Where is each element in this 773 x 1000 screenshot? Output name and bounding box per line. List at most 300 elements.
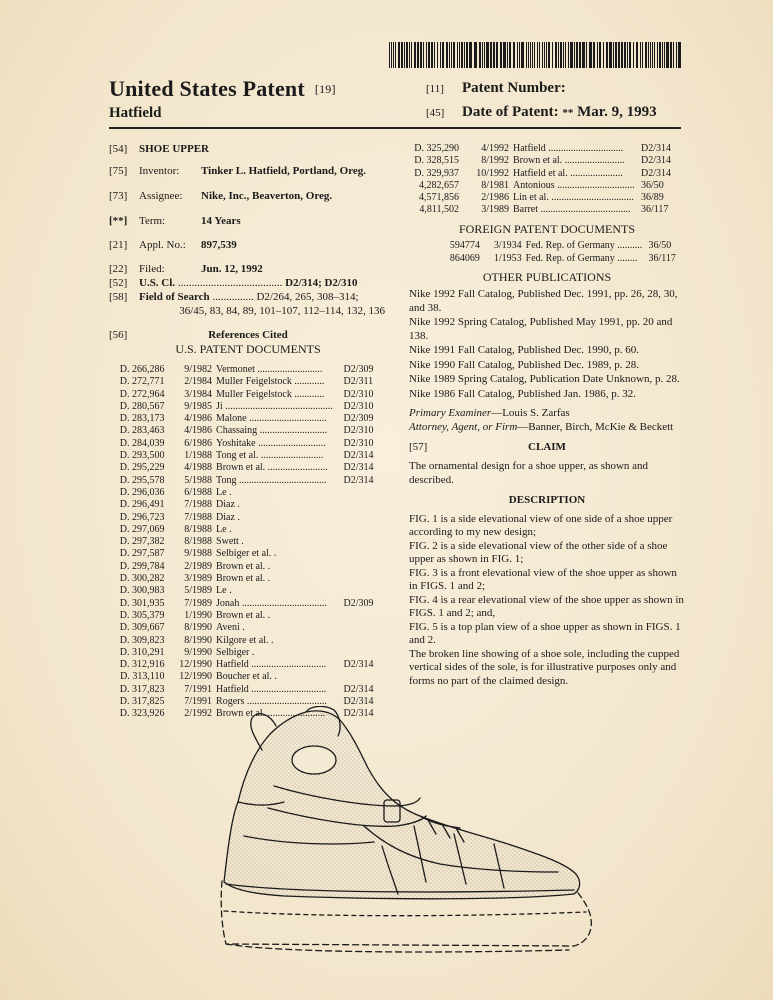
patent-title [109,76,336,102]
patent-class [344,487,387,499]
patent-date: 9/1988 [184,548,213,560]
patent-number: D. 296,036 [119,486,165,498]
right-column [409,143,685,688]
field-refs [109,328,387,342]
barcode-bar [648,42,649,68]
barcode-bar [526,42,527,68]
term-value: 14 Years [201,215,241,227]
patent-number: D. 272,964 [119,388,165,400]
barcode-bar [570,42,573,68]
patent-inventor: Tong ................................... [216,474,327,486]
barcode-bar [657,42,658,68]
field-term [109,214,387,238]
patent-row [109,635,387,647]
patent-number: D. 309,823 [119,634,165,646]
patent-number: D. 328,515 [414,155,459,167]
foreign-patent-row [439,253,685,265]
patent-inventor: Chassaing ........................... [216,425,328,437]
claim-heading-row [409,441,685,456]
patent-inventor: Kilgore et al. . [216,634,274,646]
patent-row [109,610,387,622]
patent-row [109,573,387,585]
patent-inventor: Hatfield et al. ..................... [513,167,623,179]
patent-date: 8/1990 [184,622,213,634]
patent-date: 1/1990 [184,609,213,621]
patent-date: 6/1986 [184,437,213,449]
barcode-bar [517,42,518,68]
patent-row [109,364,387,376]
patent-date: 3/1989 [481,204,509,216]
patent-row [109,524,387,536]
patent-inventor: Brown et al. ....................... [216,708,326,720]
patent-class [344,671,387,683]
barcode-bar [624,42,626,68]
barcode-bar [586,42,587,68]
search-value-2: 36/45, 83, 84, 89, 101–107, 112–114, 132, 136 [179,305,385,317]
publication-item: Nike 1989 Spring Catalog, Publication Date Unknown, p. 28. [409,373,680,386]
primary-examiner [409,407,685,421]
code-52: [52] [109,277,128,289]
barcode-bar [496,42,498,68]
barcode-bar [537,42,538,68]
patent-number: D. 280,567 [119,400,165,412]
foreign-patent-row [439,240,685,252]
description-paragraph: The broken line showing of a shoe sole, including the cupped vertical sides of the sole, is for illustrative purposes only and forms no part of the claimed design. [409,647,680,687]
barcode-bar [453,42,455,68]
patent-class: 36/89 [641,192,664,204]
other-publications [409,288,685,401]
foreign-patents-heading: FOREIGN PATENT DOCUMENTS [458,221,636,236]
barcode-bar [629,42,631,68]
barcode-bar [486,42,489,68]
patent-number: D. 297,587 [119,548,165,560]
barcode-bar [673,42,674,68]
uscl-leader: ...................................... [175,277,286,289]
barcode-bar [633,42,634,68]
patent-date: 4/1986 [184,413,213,425]
barcode-bar [678,42,681,68]
publication-item: Nike 1990 Fall Catalog, Published Dec. 1989, p. 28. [409,358,640,371]
barcode-bar [621,42,623,68]
code-73: [73] [109,190,128,202]
patent-number: D. 293,500 [119,450,165,462]
barcode-bar [401,42,403,68]
patent-class: 36/117 [648,252,676,264]
patent-number: 594774 [449,240,480,252]
patent-row [109,499,387,511]
barcode-bar [652,42,653,68]
patent-inventor: Brown et al. ........................ [216,462,328,474]
description-heading: DESCRIPTION [508,494,586,507]
barcode-bar [650,42,651,68]
patent-number: D. 300,282 [119,573,165,585]
patent-inventor: Jonah .................................. [216,597,327,609]
patent-class: 36/50 [648,240,672,252]
patent-date: 4/1986 [184,425,213,437]
patent-class: D2/314 [343,708,374,720]
foreign-patents-table [439,240,685,265]
patent-class [344,610,387,622]
patent-inventor: Swett . [216,536,244,548]
barcode-bar [519,42,520,68]
barcode-bar [406,42,408,68]
barcode-bar [662,42,663,68]
patent-row [409,143,685,155]
patent-inventor: Brown et al. . [216,560,271,572]
barcode-bar [484,42,485,68]
barcode-bar [426,42,427,68]
shoe-drawing [214,706,598,960]
patent-number: D. 309,667 [119,622,165,634]
barcode-bar [579,42,581,68]
barcode-bar [664,42,665,68]
patent-row [409,192,685,204]
patent-date: 7/1991 [184,683,213,695]
barcode-bar [466,42,468,68]
barcode-bar [431,42,433,68]
uscl-label: U.S. Cl. [139,277,176,289]
patent-date: 1/1988 [184,450,213,462]
patent-date: 2/1986 [481,192,509,204]
patent-class [344,499,387,511]
barcode-bar [640,42,641,68]
header-rule [109,127,681,129]
patent-inventor: Muller Feigelstock ............ [216,376,325,388]
patent-inventor: Hatfield .............................. [216,659,327,671]
patent-inventor: Ji ........................................... [216,400,333,412]
field-inventor [109,164,387,189]
barcode-bar [654,42,655,68]
code-58: [58] [109,291,128,303]
patent-number: D. 295,229 [119,462,165,474]
patent-class [344,536,387,548]
barcode-bar [576,42,578,68]
patent-class: D2/310 [343,425,374,437]
patent-date: 12/1990 [179,671,213,683]
date-label: Date of Patent: [462,104,559,120]
patent-date: 4/1992 [481,143,509,154]
patent-date: 9/1982 [184,364,213,375]
barcode-bar [500,42,502,68]
patent-date: 4/1988 [184,462,213,474]
other-publications-heading: OTHER PUBLICATIONS [482,269,612,284]
patent-class: D2/311 [343,376,374,388]
field-assignee [109,189,387,214]
patent-inventor: Aveni . [216,622,245,634]
barcode-bar [670,42,672,68]
code-22: [22] [109,263,128,275]
patent-row [409,155,685,167]
patent-class [344,647,387,659]
patent-number-label: Patent Number: [462,80,566,96]
code-54: [54] [109,143,128,155]
ankle-panel [292,746,336,774]
patent-inventor: Selbiger . [216,646,255,658]
patent-inventor: Le . [216,486,232,498]
patent-number-code: [11] [426,83,444,95]
date-value: Mar. 9, 1993 [577,104,657,120]
patent-inventor: Selbiger et al. . [216,548,277,560]
patent-date: 2/1989 [184,560,213,572]
us-patent-docs-heading: U.S. PATENT DOCUMENTS [175,342,321,356]
patent-row [109,585,387,597]
patent-class: D2/314 [343,462,374,474]
barcode-bar [606,42,608,68]
description-paragraph: FIG. 5 is a top plan view of a shoe upper as shown in FIGS. 1 and 2. [409,620,681,647]
description-paragraph: FIG. 4 is a rear elevational view of the shoe upper as shown in FIGS. 1 and 2; and, [409,593,684,620]
title-code: [19] [314,82,336,96]
patent-inventor: Muller Feigelstock ............ [216,388,325,400]
barcode-bar [539,42,540,68]
patent-inventor: Antonious ............................... [513,179,635,191]
barcode-bar [459,42,460,68]
patent-number: D. 312,916 [119,659,165,671]
primary-examiner-value: —Louis S. Zarfas [491,407,570,420]
patent-class: D2/314 [343,683,374,695]
patent-row [109,438,387,450]
inventor-label: Inventor: [139,165,180,177]
patent-date: 3/1934 [493,240,522,252]
barcode-bar [446,42,448,68]
patent-class: D2/310 [343,388,374,400]
barcode-bar [503,42,506,68]
patent-number: D. 299,784 [119,560,165,572]
patent-date: 8/1981 [481,179,509,191]
term-label: Term: [139,215,166,227]
barcode-bar [398,42,400,68]
patent-class [344,635,387,647]
description-paragraph: FIG. 3 is a front elevational view of the shoe upper as shown in FIGS. 1 and 2; [409,566,677,593]
patent-row [109,376,387,388]
patent-inventor: Le . [216,523,232,535]
barcode-bar [544,42,545,68]
patent-inventor: Yoshitake ........................... [216,437,326,449]
barcode [389,42,682,68]
barcode-bar [451,42,452,68]
patent-class: D2/314 [641,155,671,167]
patent-class [344,622,387,634]
patent-number: D. 295,578 [119,474,165,486]
barcode-bar [609,42,612,68]
field-title [109,142,387,164]
barcode-bar [615,42,617,68]
patent-number: D. 310,291 [119,646,165,658]
patent-number: 4,282,657 [419,179,459,191]
barcode-bar [469,42,472,68]
patent-row [109,413,387,425]
date-code: [45] [426,107,445,119]
barcode-bar [603,42,604,68]
patent-number: D. 317,825 [119,696,165,708]
patent-inventor: Boucher et al. . [216,671,277,683]
barcode-bar [411,42,412,68]
barcode-bar [437,42,438,68]
barcode-bar [482,42,483,68]
description-body [409,513,685,689]
description-paragraph: FIG. 2 is a side elevational view of the other side of a shoe upper as shown in FIG. 1; [409,539,668,566]
patent-inventor: Diaz . [216,511,240,523]
code-75: [75] [109,165,128,177]
claim-heading: CLAIM [528,441,566,454]
patent-class: D2/309 [343,364,374,375]
barcode-bar [389,42,390,68]
patent-row [409,204,685,216]
patent-class: D2/314 [641,167,671,179]
patent-date: 7/1989 [184,597,213,609]
code-56: [56] [109,329,128,341]
patent-date: 12/1990 [179,659,213,671]
patent-date: 2/1984 [184,376,213,388]
patent-row [109,684,387,696]
barcode-bar [659,42,661,68]
field-search [109,290,387,304]
filed-label: Filed: [139,263,165,275]
uscl-value: D2/314; D2/310 [285,277,358,289]
barcode-bar [393,42,394,68]
patent-number: D. 297,069 [119,523,165,535]
patent-number: D. 296,723 [119,511,165,523]
patent-class [344,561,387,573]
patent-number: D. 329,937 [414,167,459,179]
patent-date: 1/1953 [493,252,522,264]
patent-date: 5/1989 [184,585,213,597]
attorney-value: —Banner, Birch, McKie & Beckett [517,420,674,433]
patent-inventor: Diaz . [216,499,240,511]
patent-class: D2/314 [641,143,671,154]
patent-row [109,401,387,413]
barcode-bar [409,42,410,68]
patent-row [409,168,685,180]
patent-number: D. 325,290 [414,143,459,154]
barcode-bar [627,42,628,68]
barcode-bar [589,42,592,68]
patent-class: 36/50 [641,179,664,191]
barcode-bar [645,42,647,68]
patent-date: 3/1984 [184,388,213,400]
assignee-label: Assignee: [139,190,183,202]
barcode-bar [534,42,535,68]
barcode-bar [546,42,547,68]
patent-number: 4,811,502 [419,204,459,216]
barcode-bar [593,42,595,68]
patent-class: D2/309 [343,413,374,425]
barcode-bar [479,42,481,68]
patent-number: D. 301,935 [119,597,165,609]
barcode-bar [420,42,422,68]
patent-date: 7/1991 [184,696,213,708]
patent-class [344,512,387,524]
patent-row [109,598,387,610]
date-marker: ** [562,107,574,119]
description-paragraph: FIG. 1 is a side elevational view of one side of a shoe upper according to my new design; [409,512,673,539]
patent-date: 9/1985 [184,400,213,412]
attorney-label: Attorney, Agent, or Firm [409,420,518,433]
barcode-bar [542,42,543,68]
barcode-bar [442,42,444,68]
patent-inventor: Brown et al. . [216,573,271,585]
barcode-bar [440,42,441,68]
attorney [409,421,685,435]
publication-item: Nike 1992 Spring Catalog, Published May 1991, pp. 20 and 138. [409,316,673,342]
left-column [109,142,387,721]
patent-inventor: Hatfield .............................. [513,143,624,154]
patent-inventor: Vermonet .......................... [216,364,323,375]
sole-line [224,911,586,916]
barcode-bar [568,42,569,68]
patent-inventor: Rogers ................................ [216,696,327,708]
patent-number: D. 283,463 [119,425,165,437]
patent-row [109,487,387,499]
patent-inventor: Le . [216,585,232,597]
patent-row [109,450,387,462]
patent-number: D. 323,926 [119,708,165,720]
patent-number: D. 284,039 [119,437,165,449]
search-leader: ............... [209,291,257,303]
field-search-cont [109,304,387,328]
barcode-bar [457,42,458,68]
field-us-cl [109,276,387,290]
patent-class: 36/117 [641,204,669,216]
references-cited-heading: References Cited [208,329,288,341]
patent-class: D2/310 [343,437,374,449]
barcode-bar [618,42,620,68]
barcode-bar [490,42,492,68]
patent-inventor: Hatfield .............................. [216,683,327,695]
patent-class [344,585,387,597]
invention-title: SHOE UPPER [139,143,209,155]
title-text: United States Patent [109,76,305,101]
barcode-bar [528,42,529,68]
barcode-bar [434,42,435,68]
patent-number: D. 313,110 [120,671,165,683]
patent-date: 6/1988 [184,486,213,498]
publication-item: Nike 1991 Fall Catalog, Published Dec. 1990, p. 60. [409,344,640,357]
barcode-bar [404,42,405,68]
barcode-bar [513,42,515,68]
patent-inventor: Brown et al. . [216,609,271,621]
patent-row [109,512,387,524]
patent-number: D. 297,382 [119,536,165,548]
barcode-bar [560,42,562,68]
patent-inventor: Tong et al. ......................... [216,450,324,462]
patent-date: 10/1992 [476,167,509,179]
appl-label: Appl. No.: [139,239,186,251]
code-21: [21] [109,239,128,251]
patent-row [109,425,387,437]
barcode-bar [552,42,553,68]
barcode-bar [642,42,643,68]
patent-number: D. 283,173 [119,413,165,425]
patent-class: D2/314 [343,659,374,671]
patent-number: D. 300,983 [119,585,165,597]
field-filed [109,262,387,276]
search-label: Field of Search [139,291,210,303]
patent-inventor: Malone ............................... [216,413,327,425]
patent-inventor: Fed. Rep. of Germany ........ [525,252,638,264]
patent-row [109,561,387,573]
us-patents-table-right [409,143,685,217]
patent-date: 3/1989 [184,573,213,585]
barcode-bar [666,42,669,68]
barcode-bar [395,42,396,68]
patent-date: 8/1988 [184,536,213,548]
patent-number: D. 272,771 [119,376,165,388]
barcode-bar [464,42,465,68]
patent-number: 4,571,856 [419,192,459,204]
barcode-bar [582,42,585,68]
patent-class: D2/309 [343,597,374,609]
patent-row [109,622,387,634]
